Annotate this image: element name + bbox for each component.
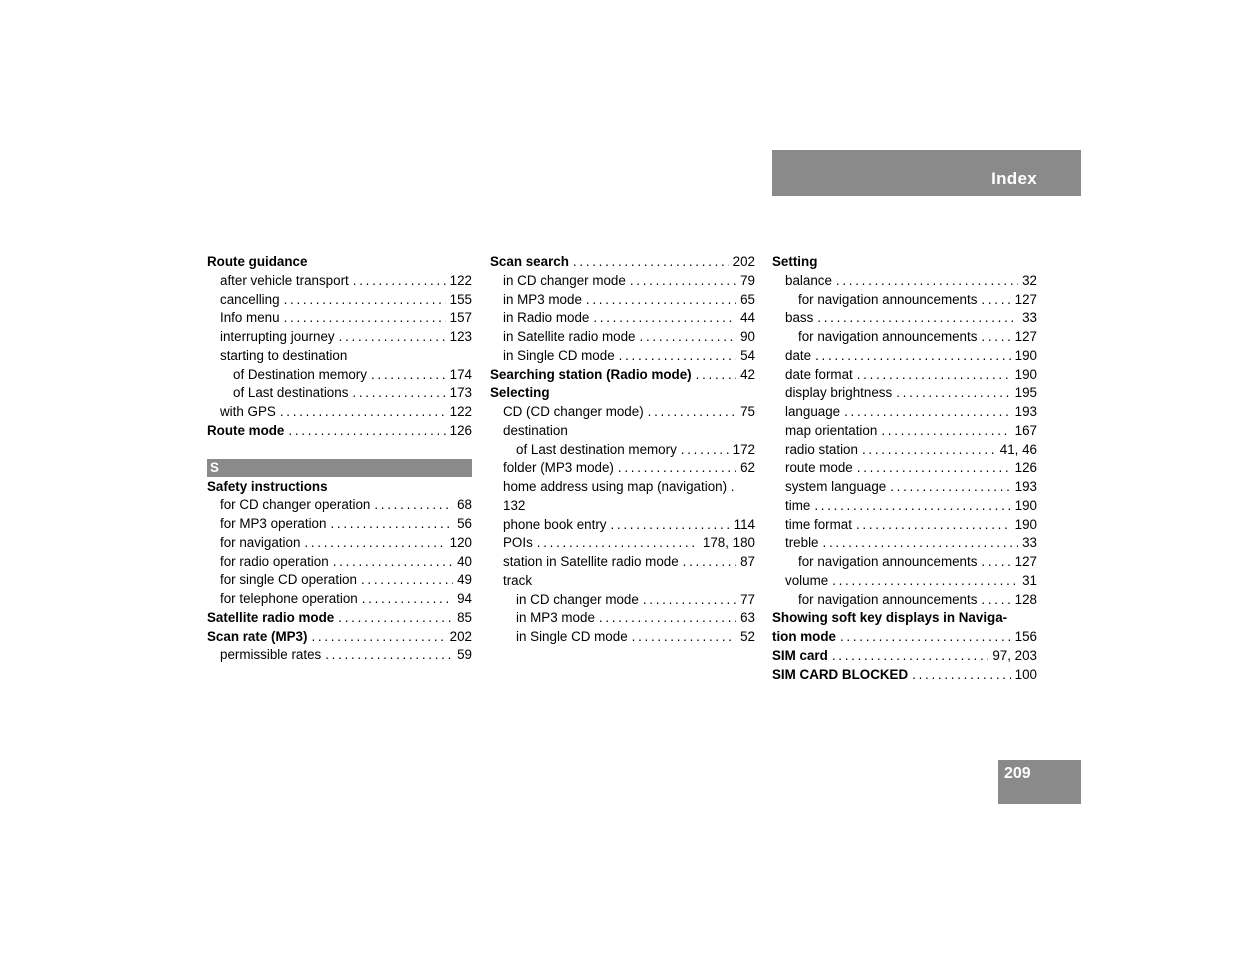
leader-dots [912, 666, 1011, 685]
index-term: station in Satellite radio mode [503, 554, 679, 569]
index-entry [490, 384, 755, 403]
index-page-ref: 202 [449, 628, 472, 644]
index-entry [772, 497, 1037, 516]
index-page-ref: 122 [449, 272, 472, 288]
index-entry [490, 272, 755, 291]
leader-dots [832, 647, 989, 666]
index-term: Route mode [207, 422, 285, 438]
index-term: system language [785, 479, 887, 494]
index-page-ref: 97, 203 [992, 647, 1037, 663]
leader-dots [823, 534, 1019, 553]
index-page-ref: 123 [449, 329, 472, 344]
leader-dots [844, 403, 1011, 422]
index-column-3 [772, 253, 1037, 684]
index-term: for navigation [220, 534, 301, 550]
index-term: radio station [785, 441, 858, 457]
index-entry [772, 328, 1037, 347]
leader-dots [981, 328, 1010, 347]
index-entry [207, 496, 472, 515]
index-term: for single CD operation [220, 572, 357, 588]
index-term: time [785, 497, 811, 513]
leader-dots [890, 478, 1010, 497]
page-number: 209 [1004, 765, 1031, 782]
leader-dots [840, 628, 1011, 647]
index-page-ref: 32 [1022, 272, 1037, 288]
index-page-ref: 178, 180 [702, 535, 755, 551]
index-term: phone book entry [503, 516, 607, 532]
index-term: date [785, 347, 812, 363]
leader-dots [338, 609, 453, 628]
index-page-ref: 173 [449, 385, 472, 401]
index-page-ref: 52 [740, 629, 755, 644]
leader-dots [632, 628, 736, 647]
index-page-ref: 63 [740, 610, 755, 626]
index-term: permissible rates [220, 647, 322, 663]
leader-dots [339, 328, 446, 347]
index-entry [772, 272, 1037, 291]
index-page-ref: 68 [457, 497, 472, 513]
index-entry [772, 253, 1037, 272]
index-entry [207, 347, 472, 366]
index-entry [772, 666, 1037, 685]
index-page-ref: 127 [1014, 329, 1037, 344]
leader-dots [593, 309, 736, 328]
index-entry [490, 609, 755, 628]
index-entry [772, 366, 1037, 385]
index-entry [207, 553, 472, 572]
index-term: Safety instructions [207, 478, 328, 494]
index-entry [490, 497, 755, 516]
index-entry [207, 309, 472, 328]
index-page-ref: 75 [740, 404, 755, 419]
index-page-ref: 190 [1014, 366, 1037, 382]
index-term: in Radio mode [503, 310, 590, 326]
index-entry [490, 309, 755, 328]
index-page-ref: 114 [733, 516, 755, 532]
index-term: destination [503, 422, 568, 438]
leader-dots [817, 309, 1018, 328]
leader-dots [304, 534, 445, 553]
index-term: for navigation announcements [798, 554, 978, 569]
index-term: of Last destination memory [516, 441, 677, 457]
index-entry [207, 571, 472, 590]
index-page-ref: 155 [449, 291, 472, 307]
index-entry [490, 572, 755, 591]
index-entry [207, 609, 472, 628]
index-entry [772, 516, 1037, 535]
index-term: cancelling [220, 291, 280, 307]
index-entry [207, 366, 472, 385]
leader-dots [333, 553, 453, 572]
index-entry [772, 534, 1037, 553]
index-entry [490, 459, 755, 478]
index-page-ref: 172 [732, 441, 755, 457]
index-term: with GPS [220, 404, 276, 419]
index-term: for MP3 operation [220, 516, 327, 531]
index-page-ref: 94 [457, 591, 472, 606]
index-entry [772, 422, 1037, 441]
index-page-ref: 44 [740, 310, 755, 326]
index-header-bar [772, 150, 1081, 196]
leader-dots [683, 553, 736, 572]
index-term: in CD changer mode [516, 591, 639, 607]
index-term: SIM card [772, 647, 828, 663]
index-entry [207, 515, 472, 534]
index-entry [207, 272, 472, 291]
index-page-ref: 120 [449, 534, 472, 550]
index-term: Setting [772, 254, 818, 269]
index-entry [772, 291, 1037, 310]
leader-dots [862, 441, 996, 460]
leader-dots [856, 516, 1011, 535]
leader-dots [696, 366, 736, 385]
index-entry [490, 328, 755, 347]
index-page-ref: 59 [457, 647, 472, 663]
index-entry [490, 628, 755, 647]
index-page-ref: 127 [1014, 554, 1037, 569]
index-page-ref: 65 [740, 291, 755, 307]
index-page-ref: 193 [1014, 479, 1037, 494]
index-page-ref: 62 [740, 460, 755, 476]
index-page-ref: 193 [1014, 404, 1037, 419]
index-term: in CD changer mode [503, 272, 626, 288]
index-term: Info menu [220, 310, 280, 326]
index-page-ref: 174 [449, 366, 472, 382]
index-entry [772, 459, 1037, 478]
leader-dots [815, 347, 1011, 366]
index-entry [490, 366, 755, 385]
index-term: balance [785, 272, 832, 288]
index-page-ref: 127 [1014, 291, 1037, 307]
index-page-ref: 190 [1014, 347, 1037, 363]
index-entry [490, 553, 755, 572]
leader-dots [362, 590, 453, 609]
leader-dots [284, 309, 446, 328]
index-entry [207, 422, 472, 441]
index-term: in MP3 mode [516, 610, 595, 626]
index-term: SIM CARD BLOCKED [772, 666, 909, 682]
leader-dots [681, 441, 729, 460]
index-entry [207, 253, 472, 272]
leader-dots [599, 609, 736, 628]
leader-dots [330, 515, 453, 534]
leader-dots [640, 328, 737, 347]
index-entry [207, 478, 472, 497]
leader-dots [896, 384, 1010, 403]
leader-dots [325, 646, 453, 665]
index-entry [490, 422, 755, 441]
index-page-ref: 42 [740, 366, 755, 382]
index-term: 132 [503, 497, 526, 513]
index-term: in Single CD mode [503, 347, 615, 363]
index-page-ref: 33 [1022, 535, 1037, 551]
index-term: of Destination memory [233, 366, 367, 382]
index-term: language [785, 404, 841, 419]
index-term: date format [785, 366, 853, 382]
index-entry [490, 534, 755, 553]
leader-dots [361, 571, 453, 590]
leader-dots [288, 422, 445, 441]
leader-dots [857, 459, 1011, 478]
index-page-ref: 56 [457, 516, 472, 531]
index-entry [772, 478, 1037, 497]
index-term: in MP3 mode [503, 291, 582, 307]
index-entry [490, 478, 755, 497]
leader-dots [353, 272, 446, 291]
index-term: time format [785, 516, 852, 532]
index-page-ref: 85 [457, 609, 472, 625]
index-term: for telephone operation [220, 591, 358, 606]
index-term: in Single CD mode [516, 629, 628, 644]
index-term: starting to destination [220, 347, 348, 363]
index-entry [772, 647, 1037, 666]
leader-dots [981, 591, 1010, 610]
index-entry [490, 403, 755, 422]
index-entry [207, 328, 472, 347]
index-entry [772, 309, 1037, 328]
index-term: Route guidance [207, 254, 308, 269]
leader-dots [371, 366, 446, 385]
index-term: Scan search [490, 254, 569, 269]
index-page-ref: 195 [1014, 385, 1037, 401]
index-term: Showing soft key displays in Naviga- [772, 610, 1008, 626]
leader-dots [814, 497, 1010, 516]
index-page-ref: 49 [457, 572, 472, 588]
leader-dots [836, 272, 1018, 291]
index-page-ref: 202 [732, 254, 755, 269]
leader-dots [586, 291, 736, 310]
index-entry [772, 441, 1037, 460]
index-entry [490, 253, 755, 272]
index-entry [207, 403, 472, 422]
leader-dots [352, 384, 445, 403]
index-page-ref: 33 [1022, 310, 1037, 326]
index-term: folder (MP3 mode) [503, 460, 614, 476]
index-term: route mode [785, 460, 853, 476]
leader-dots [630, 272, 736, 291]
index-term: Scan rate (MP3) [207, 628, 308, 644]
index-term: for radio operation [220, 553, 329, 569]
index-entry [772, 384, 1037, 403]
index-entry [772, 628, 1037, 647]
index-term: for CD changer operation [220, 497, 371, 513]
index-page-ref: 190 [1014, 497, 1037, 513]
index-entry [490, 291, 755, 310]
leader-dots [374, 496, 453, 515]
index-entry [207, 291, 472, 310]
index-entry [207, 628, 472, 647]
index-term: Searching station (Radio mode) [490, 366, 692, 382]
leader-dots [311, 628, 445, 647]
index-term: track [503, 572, 533, 588]
index-entry [772, 591, 1037, 610]
index-term: interrupting journey [220, 329, 335, 344]
index-page-ref: 41, 46 [999, 441, 1037, 457]
index-page-ref: 31 [1022, 572, 1037, 588]
index-page-ref: 79 [740, 272, 755, 288]
index-term: map orientation [785, 422, 878, 438]
leader-dots [618, 459, 736, 478]
index-page-ref: 190 [1014, 516, 1037, 532]
index-term: after vehicle transport [220, 272, 349, 288]
index-term: volume [785, 572, 829, 588]
index-entry [772, 403, 1037, 422]
index-entry [772, 553, 1037, 572]
index-term: for navigation announcements [798, 291, 978, 307]
index-entry [490, 516, 755, 535]
leader-dots [648, 403, 736, 422]
index-term: treble [785, 535, 819, 551]
index-column-1 [207, 253, 472, 665]
index-page-ref: 167 [1014, 422, 1037, 438]
leader-dots [857, 366, 1011, 385]
index-page-ref: 157 [449, 310, 472, 326]
leader-dots [981, 291, 1010, 310]
index-entry [207, 590, 472, 609]
index-entry [207, 534, 472, 553]
index-page-ref: 40 [457, 553, 472, 569]
leader-dots [832, 572, 1018, 591]
index-page-ref: 54 [740, 347, 755, 363]
index-entry [772, 347, 1037, 366]
index-page-ref: 77 [740, 591, 755, 607]
index-page-ref: 126 [449, 422, 472, 438]
index-term: tion mode [772, 629, 836, 644]
index-term: in Satellite radio mode [503, 329, 636, 344]
index-term: bass [785, 310, 814, 326]
leader-dots [881, 422, 1010, 441]
index-term: display brightness [785, 385, 893, 401]
index-term: Satellite radio mode [207, 609, 335, 625]
index-page-ref: 100 [1014, 666, 1037, 682]
index-entry [772, 572, 1037, 591]
index-page-ref: 156 [1014, 629, 1037, 644]
index-term: POIs [503, 535, 533, 551]
leader-dots [610, 516, 729, 535]
index-page-ref: 126 [1014, 460, 1037, 476]
index-page-ref: 87 [740, 554, 755, 569]
index-column-2 [490, 253, 755, 647]
leader-dots [284, 291, 446, 310]
index-entry [207, 384, 472, 403]
index-page-ref: 122 [449, 404, 472, 419]
index-entry [772, 609, 1037, 628]
leader-dots [619, 347, 736, 366]
leader-dots [573, 253, 729, 272]
index-term: of Last destinations [233, 385, 349, 401]
leader-dots [643, 591, 736, 610]
leader-dots [981, 553, 1010, 572]
index-term: CD (CD changer mode) [503, 404, 644, 419]
page-title: Index [991, 169, 1037, 188]
page-number-box [998, 760, 1081, 804]
index-term: home address using map (navigation) . [503, 479, 735, 494]
index-entry [490, 441, 755, 460]
section-letter-bar: S [207, 459, 472, 477]
index-term: for navigation announcements [798, 329, 978, 344]
index-page-ref: 90 [740, 329, 755, 344]
index-entry [490, 591, 755, 610]
index-entry [207, 646, 472, 665]
leader-dots [280, 403, 446, 422]
index-term: Selecting [490, 385, 550, 401]
index-entry [490, 347, 755, 366]
leader-dots [537, 534, 699, 553]
index-term: for navigation announcements [798, 591, 978, 607]
index-page-ref: 128 [1014, 591, 1037, 607]
